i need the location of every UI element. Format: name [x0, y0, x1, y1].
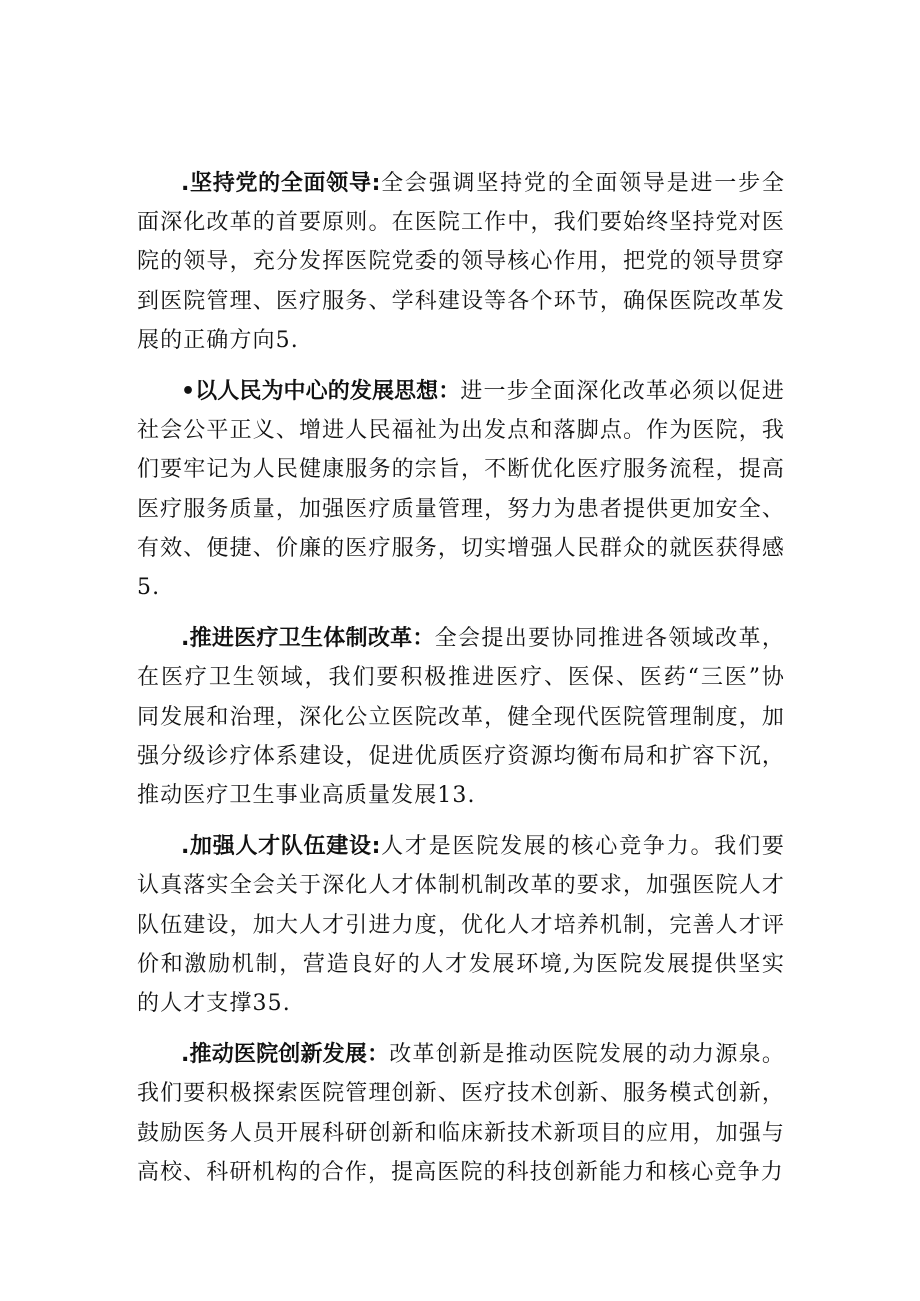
- paragraph-body: 全会强调坚持党的全面领导是进一步全面深化改革的首要原则。在医院工作中，我们要始终坚持党对医院的领导，充分发挥医院党委的领导核心作用，把党的领导贯穿到医院管理、医疗服务、学科建设等各个环节，确保医院改革发展的正确方向5.: [137, 171, 785, 353]
- paragraph-heading: .坚持党的全面领导:: [181, 171, 381, 196]
- paragraph-heading: .推动医院创新发展：: [181, 1042, 390, 1068]
- paragraph-talent-team: [137, 827, 785, 1023]
- paragraph-body: 全会提出要协同推进各领域改革，在医疗卫生领域，我们要积极推进医疗、医保、医药“三医”协同发展和治理，深化公立医院改革，健全现代医院管理制度，加强分级诊疗体系建设，促进优质医疗资源均衡布局和扩容下沉，推动医疗卫生事业高质量发展13.: [137, 626, 785, 809]
- paragraph-body: 人才是医院发展的核心竞争力。我们要认真落实全会关于深化人才体制机制改革的要求，加强医院人才队伍建设，加大人才引进力度，优化人才培养机制，完善人才评价和激励机制，营造良好的人才发展环境,为医院发展提供坚实的人才支撑35.: [137, 834, 785, 1017]
- paragraph-heading: .加强人才队伍建设:: [181, 834, 381, 860]
- paragraph-heading: .推进医疗卫生体制改革：: [181, 626, 435, 652]
- paragraph-healthcare-reform: [137, 619, 785, 815]
- paragraph-innovation: [137, 1035, 785, 1192]
- document-page: [137, 164, 785, 1204]
- paragraph-body: 进一步全面深化改革必须以促进社会公平正义、增进人民福祉为出发点和落脚点。作为医院，我们要牢记为人民健康服务的宗旨，不断优化医疗服务流程，提高医疗服务质量，加强医疗质量管理，努力为患者提供更加安全、有效、便捷、价廉的医疗服务，切实增强人民群众的就医获得感5.: [137, 379, 785, 601]
- paragraph-people-centered: [137, 372, 785, 607]
- paragraph-party-leadership: [137, 164, 785, 360]
- paragraph-heading: •以人民为中心的发展思想：: [181, 379, 461, 405]
- paragraph-body: 改革创新是推动医院发展的动力源泉。我们要积极探索医院管理创新、医疗技术创新、服务模式创新，鼓励医务人员开展科研创新和临床新技术新项目的应用，加强与高校、科研机构的合作，提高医院的科技创新能力和核心竞争力: [137, 1042, 786, 1185]
